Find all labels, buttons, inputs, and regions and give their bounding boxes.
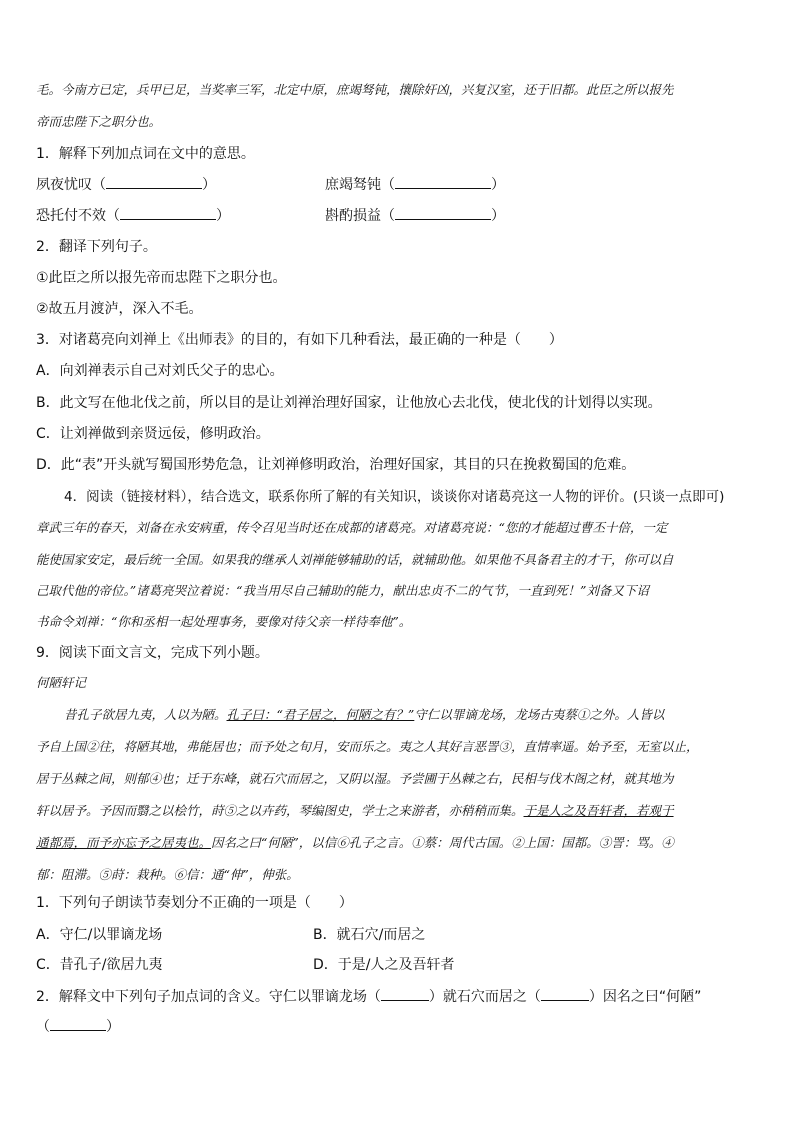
question-2-title: 2．翻译下列句子。 (36, 239, 157, 255)
answer-blank[interactable] (381, 988, 429, 1001)
q4-material-line: 书命令刘禅：“你和丞相一起处理事务，要像对待父亲一样待奉他”。 (36, 614, 412, 629)
sub1-option-b[interactable]: B．就石穴/而居之 (313, 927, 426, 943)
article-line: 昔孔子欲居九夷，人以为陋。孔子曰：“君子居之，何陋之有？”守仁以罪谪龙场，龙场古夷蔡①之外。人皆以 (64, 707, 665, 722)
q1-item-1: 夙夜忧叹（ ） (36, 177, 216, 193)
question-1-title: 1．解释下列加点词在文中的意思。 (36, 146, 255, 162)
q3-option-d[interactable]: D．此“表”开头就写蜀国形势危急，让刘禅修明政治，治理好国家，其目的只在挽救蜀国的危难。 (36, 457, 636, 473)
question-9-title: 9．阅读下面文言文，完成下列小题。 (36, 645, 269, 661)
article-line: 郁：阻滞。⑤莳：栽种。⑥信：通“伸”，伸张。 (36, 867, 299, 882)
q3-option-b[interactable]: B．此文写在他北伐之前，所以目的是让刘禅治理好国家，让他放心去北伐，使北伐的计划得以实现。 (36, 395, 662, 411)
article-line: 居于丛棘之间，则郁④也；迁于东峰，就石穴而居之，又阴以湿。予尝圃于丛棘之右，民相与伐木阁之材，就其地为 (36, 771, 674, 786)
answer-blank[interactable] (106, 176, 202, 189)
q4-material-line: 己取代他的帝位。”诸葛亮哭泣着说：“我当用尽自己辅助的能力，献出忠贞不二的气节，一直到死！”刘备又下诏 (36, 583, 649, 598)
q1-item-4: 斟酌损益（ ） (325, 208, 505, 224)
question-3-title: 3．对诸葛亮向刘禅上《出师表》的目的，有如下几种看法，最正确的一种是（ ） (36, 332, 563, 348)
article-line: 通都焉，而予亦忘予之居夷也。因名之曰“何陋”，以信⑥孔子之言。①蔡：周代古国。②上国：国都。③詈：骂。④ (36, 835, 674, 850)
q3-option-a[interactable]: A．向刘禅表示自己对刘氏父子的忠心。 (36, 363, 284, 379)
article-line: 予自上国②往，将陋其地，弗能居也；而予处之旬月，安而乐之。夷之人其好言恶詈③，直情率遥。始予至，无室以止， (36, 739, 699, 754)
answer-blank[interactable] (120, 207, 216, 220)
q1-item-2: 庶竭驽钝（ ） (325, 177, 505, 193)
sub-question-2-cont: （ ） (36, 1019, 120, 1035)
answer-blank[interactable] (395, 207, 491, 220)
article-title: 何陋轩记 (36, 675, 87, 690)
q3-option-c[interactable]: C．让刘禅做到亲贤远佞，修明政治。 (36, 426, 270, 442)
q4-material-line: 能使国家安定，最后统一全国。如果我的继承人刘禅能够辅助的话，就辅助他。如果他不具备君主的才干，你可以自 (36, 552, 674, 567)
sub-question-2: 2．解释文中下列句子加点词的含义。守仁以罪谪龙场（ ）就石穴而居之（ ）因名之曰“何陋” (36, 989, 702, 1005)
question-4-title: 4．阅读（链接材料），结合选文，联系你所了解的有关知识，谈谈你对诸葛亮这一人物的评价。(只谈一点即可) (64, 489, 725, 505)
answer-blank[interactable] (50, 1018, 106, 1031)
passage-line: 帝而忠陛下之职分也。 (36, 114, 162, 129)
q2-sentence-2: ②故五月渡泸，深入不毛。 (36, 301, 203, 317)
sub-question-1-title: 1．下列句子朗读节奏划分不正确的一项是（ ） (36, 895, 353, 911)
article-line: 轩以居予。予因而翳之以桧竹，莳⑤之以卉药，琴编图史，学士之来游者，亦稍稍而集。于是人之及吾轩者，若观于 (36, 803, 674, 818)
sub1-option-a[interactable]: A．守仁/以罪谪龙场 (36, 927, 163, 943)
q1-item-3: 恐托付不效（ ） (36, 208, 230, 224)
sub1-option-c[interactable]: C．昔孔子/欲居九夷 (36, 957, 163, 973)
answer-blank[interactable] (541, 988, 589, 1001)
q2-sentence-1: ①此臣之所以报先帝而忠陛下之职分也。 (36, 270, 287, 286)
answer-blank[interactable] (395, 176, 491, 189)
q4-material-line: 章武三年的春天，刘备在永安病重，传令召见当时还在成都的诸葛亮。对诸葛亮说：“您的才能超过曹丕十倍，一定 (36, 520, 668, 535)
passage-line: 毛。今南方已定，兵甲已足，当奖率三军，北定中原，庶竭驽钝，攘除奸凶，兴复汉室，还于旧都。此臣之所以报先 (36, 82, 674, 97)
sub1-option-d[interactable]: D．于是/人之及吾轩者 (313, 957, 455, 973)
